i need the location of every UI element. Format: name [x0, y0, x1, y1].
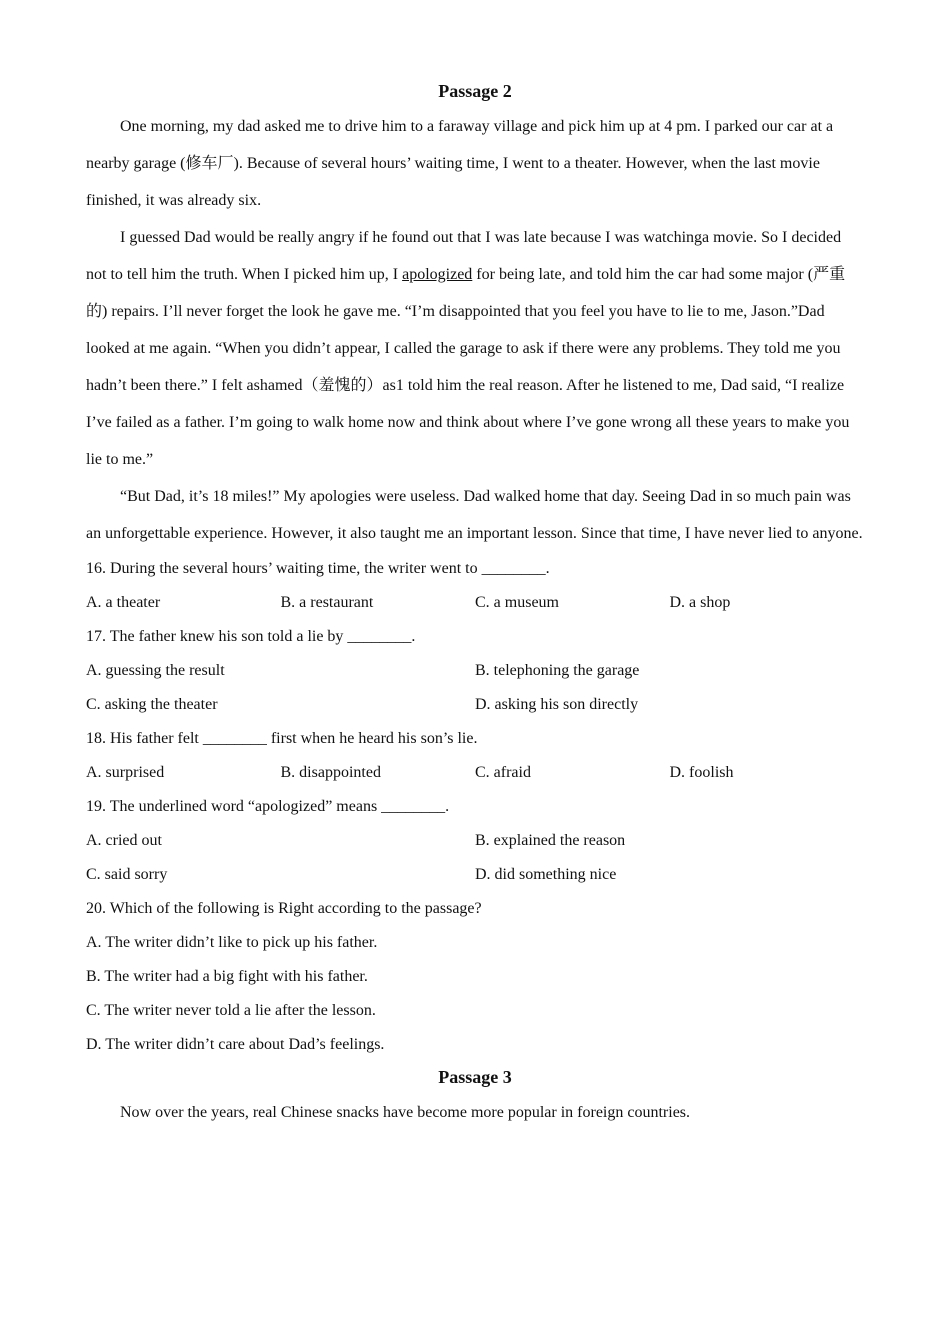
- passage-2-paragraph-1: One morning, my dad asked me to drive him to a faraway village and pick him up at 4 pm. I parked our car at a nearby garage (修车厂). Because of several hours’ waiting time, I went to a theater. However, when the last movie finished, it was already six.: [86, 118, 834, 209]
- question-16: 16. During the several hours’ waiting time, the writer went to ________.: [86, 560, 550, 577]
- option-a: A. The writer didn’t like to pick up his father.: [86, 934, 378, 951]
- option-b: B. The writer had a big fight with his father.: [86, 968, 368, 985]
- option-a: A. a theater: [86, 594, 161, 611]
- option-c: C. a museum: [475, 594, 559, 611]
- question-17-options-row-1: [86, 654, 864, 688]
- question-17-options-row-2: [86, 688, 864, 722]
- question-19-options-row-1: [86, 824, 864, 858]
- option-c: C. said sorry: [86, 866, 168, 883]
- option-d: D. The writer didn’t care about Dad’s feelings.: [86, 1036, 385, 1053]
- underlined-word: apologized: [402, 266, 473, 283]
- option-b: B. telephoning the garage: [475, 662, 640, 679]
- option-d: D. a shop: [669, 594, 731, 611]
- option-b: B. disappointed: [280, 764, 381, 781]
- paragraph-2-text-a: I guessed Dad would be really angry if he found out that I was late because I was watchinga movie. So I decided not to tell him the truth. When I picked him up, I: [86, 229, 842, 283]
- option-c: C. The writer never told a lie after the lesson.: [86, 1002, 376, 1019]
- option-d: D. asking his son directly: [475, 696, 639, 713]
- option-b: B. explained the reason: [475, 832, 626, 849]
- passage-3-paragraph-1: Now over the years, real Chinese snacks have become more popular in foreign countries.: [120, 1104, 691, 1121]
- question-19: 19. The underlined word “apologized” means ________.: [86, 798, 450, 815]
- document-page: [86, 78, 864, 1131]
- option-a: A. cried out: [86, 832, 162, 849]
- passage-3-title: Passage 3: [438, 1067, 512, 1087]
- option-b: B. a restaurant: [280, 594, 374, 611]
- option-a: A. surprised: [86, 764, 165, 781]
- option-c: C. asking the theater: [86, 696, 218, 713]
- question-17: 17. The father knew his son told a lie by ________.: [86, 628, 416, 645]
- passage-2-paragraph-2: [86, 219, 864, 478]
- question-16-options: [86, 586, 864, 620]
- question-20: 20. Which of the following is Right according to the passage?: [86, 900, 482, 917]
- question-18-options: [86, 756, 864, 790]
- passage-2-paragraph-3: “But Dad, it’s 18 miles!” My apologies were useless. Dad walked home that day. Seeing Dad in so much pain was an unforgettable experience. However, it also taught me an important lesson. Since that time, I have never lied to anyone.: [86, 488, 863, 542]
- question-18: 18. His father felt ________ first when he heard his son’s lie.: [86, 730, 478, 747]
- option-d: D. foolish: [669, 764, 734, 781]
- passage-2-title: Passage 2: [438, 81, 512, 101]
- option-d: D. did something nice: [475, 866, 617, 883]
- paragraph-2-text-b: for being late, and told him the car had some major (严重的) repairs. I’ll never forget the look he gave me. “I’m disappointed that you feel you have to lie to me, Jason.”Dad looked at me again. “When you didn’t appear, I called the garage to ask if there were any problems. They told me you hadn’t been there.” I felt ashamed（羞愧的）as1 told him the real reason. After he listened to me, Dad said, “I realize I’ve failed as a father. I’m going to walk home now and think about where I’ve gone wrong all these years to make you lie to me.”: [86, 266, 850, 468]
- option-c: C. afraid: [475, 764, 531, 781]
- option-a: A. guessing the result: [86, 662, 225, 679]
- question-19-options-row-2: [86, 858, 864, 892]
